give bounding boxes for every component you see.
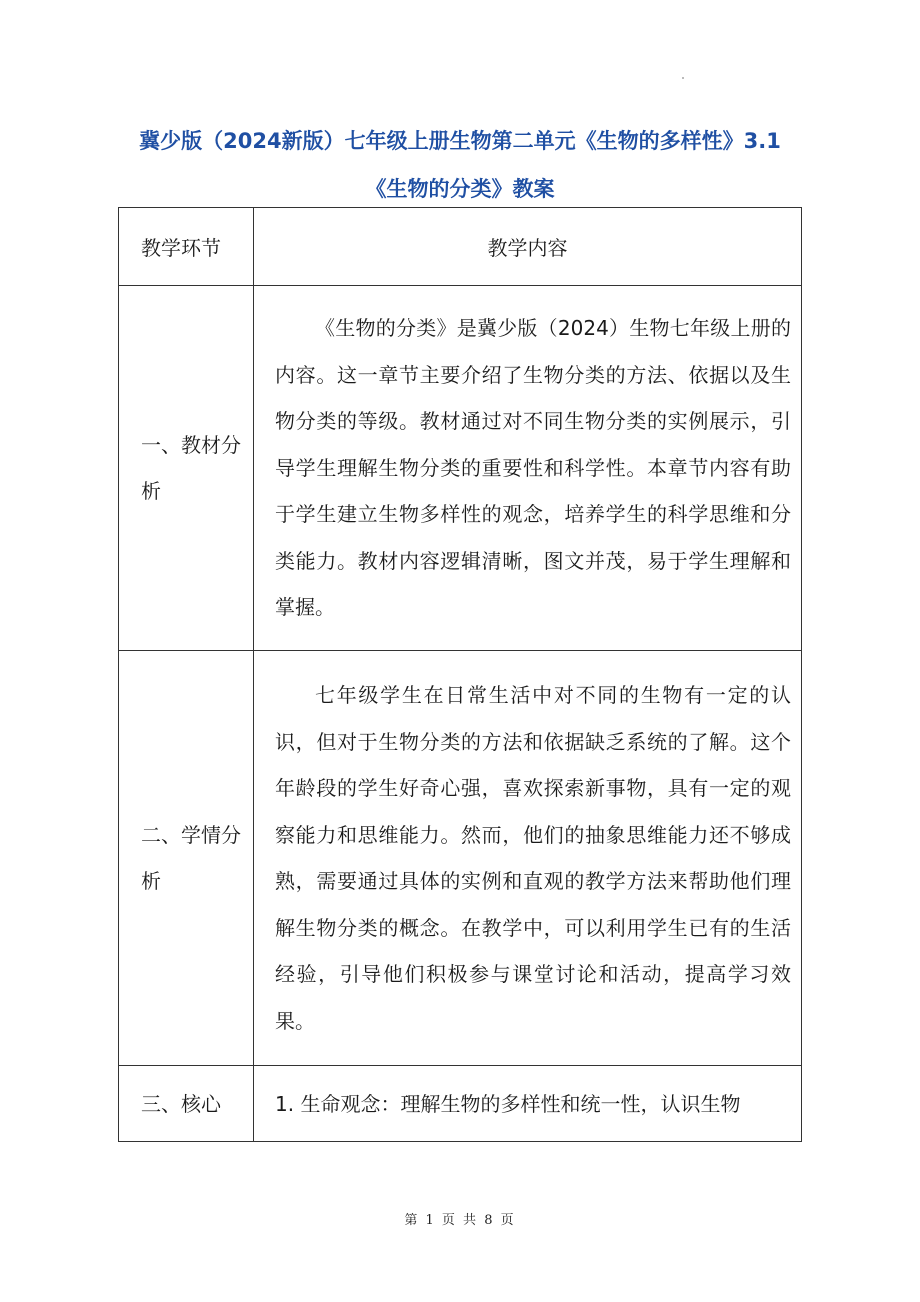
- document-title-line-1: 冀少版（2024新版）七年级上册生物第二单元《生物的多样性》3.1: [139, 129, 781, 153]
- header-content: 教学内容: [254, 208, 802, 286]
- document-title-line-2: 《生物的分类》教案: [365, 177, 555, 201]
- section-content-cell: [254, 286, 802, 651]
- section-content-cell: [254, 1066, 802, 1142]
- table-row: [119, 1066, 802, 1142]
- page-footer: 第 1 页 共 8 页: [404, 1213, 516, 1228]
- table-row: [119, 651, 802, 1066]
- section-content: 1. 生命观念：理解生物的多样性和统一性，认识生物: [275, 1091, 741, 1116]
- section-content-cell: [254, 651, 802, 1066]
- section-label-cell: [119, 1066, 254, 1142]
- section-label: 三、核心: [141, 1091, 221, 1116]
- section-label-cell: [119, 651, 254, 1066]
- section-content: 七年级学生在日常生活中对不同的生物有一定的认识，但对于生物分类的方法和依据缺乏系统的了解。这个年龄段的学生好奇心强，喜欢探索新事物，具有一定的观察能力和思维能力。然而，他们的抽象思维能力还不够成熟，需要通过具体的实例和直观的教学方法来帮助他们理解生物分类的概念。在教学中，可以利用学生已有的生活经验，引导他们积极参与课堂讨论和活动，提高学习效果。: [275, 683, 791, 1033]
- header-section: 教学环节: [119, 208, 254, 286]
- section-label: 二、学情分析: [141, 823, 241, 893]
- section-content: 《生物的分类》是冀少版（2024）生物七年级上册的内容。这一章节主要介绍了生物分类的方法、依据以及生物分类的等级。教材通过对不同生物分类的实例展示，引导学生理解生物分类的重要性和科学性。本章节内容有助于学生建立生物多样性的观念，培养学生的科学思维和分类能力。教材内容逻辑清晰，图文并茂，易于学生理解和掌握。: [275, 316, 791, 620]
- section-label: 一、教材分析: [141, 433, 241, 503]
- table-row: [119, 286, 802, 651]
- section-label-cell: [119, 286, 254, 651]
- table-header-row: [119, 208, 802, 286]
- lesson-plan-table: [118, 207, 802, 1142]
- scan-dot: [682, 77, 684, 79]
